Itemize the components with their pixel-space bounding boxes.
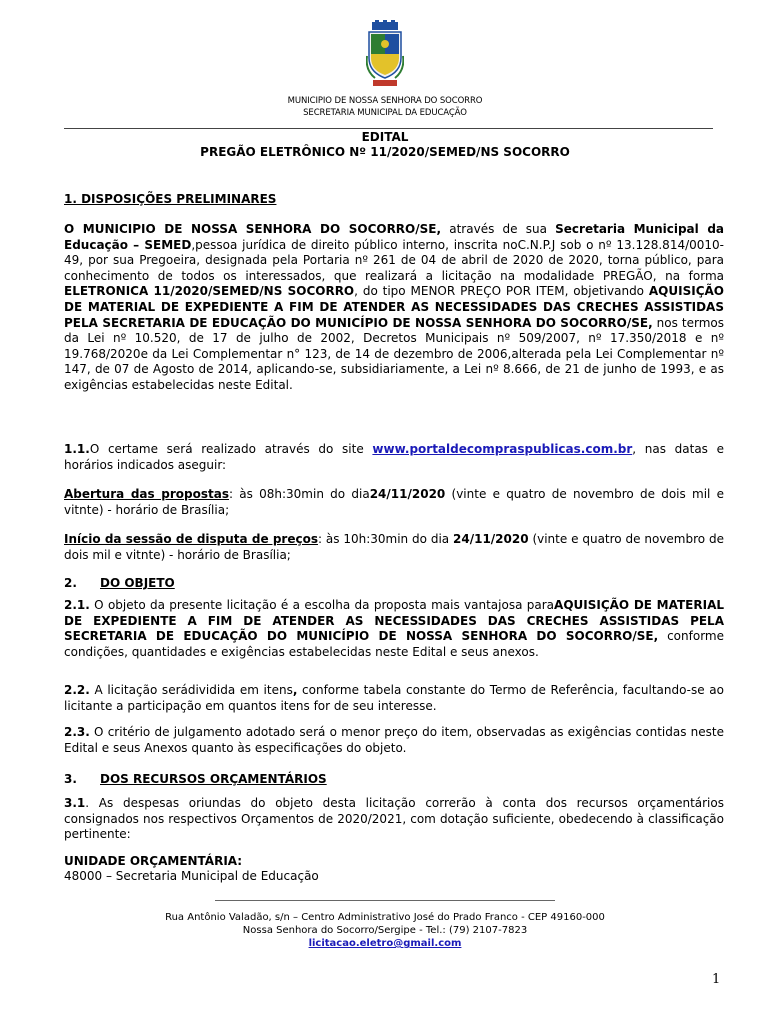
page-number: 1 — [712, 972, 721, 987]
clause-2-1: 2.1. O objeto da presente licitação é a escolha da proposta mais vantajosa paraAQUISIÇÃO DE MATERIAL DE EXPEDIENTE A FIM DE ATENDER AS NECESSIDADES DAS CRECHES ASSISTIDAS PELA SECRETARIA DE EDUCAÇÃO DO MUNICÍPIO DE NOSSA SENHORA DO SOCORRO/SE, conforme condições, quantidades e exigências estabelecidas neste Edital e seus anexos. — [64, 598, 725, 659]
header-divider — [64, 128, 713, 129]
procurement-portal-link[interactable]: www.portaldecompraspublicas.com.br — [372, 442, 633, 456]
document-title: EDITAL — [361, 130, 409, 144]
clause-2-3: 2.3. O critério de julgamento adotado será o menor preço do item, observadas as exigências contidas neste Edital e seus Anexos quanto às especificações do objeto. — [64, 725, 724, 755]
budget-unit-label: UNIDADE ORÇAMENTÁRIA: — [64, 854, 243, 868]
footer-city-phone: Nossa Senhora do Socorro/Sergipe - Tel.: (79) 2107-7823 — [242, 925, 528, 936]
footer-email — [0, 938, 770, 951]
clause-3-1: 3.1. As despesas oriundas do objeto desta licitação correrão à conta dos recursos orçamentários consignados nos respectivos Orçamentos de 2020/2021, com dotação suficiente, obedecendo à classificação pertinente: — [64, 796, 724, 842]
proposal-opening: Abertura das propostas: às 08h:30min do dia24/11/2020 (vinte e quatro de novembro de dois mil e vitnte) - horário de Brasília; — [64, 487, 724, 517]
municipal-coat-of-arms-icon — [366, 20, 404, 92]
bidding-session-start: Início da sessão de disputa de preços: às 10h:30min do dia 24/11/2020 (vinte e quatro de novembro de dois mil e vitnte) - horário de Brasília; — [64, 532, 724, 562]
section-3-heading: 3. DOS RECURSOS ORÇAMENTÁRIOS — [64, 772, 327, 786]
section-2-heading: 2. DO OBJETO — [64, 576, 175, 590]
section-1-paragraph: O MUNICIPIO DE NOSSA SENHORA DO SOCORRO/SE, através de sua Secretaria Municipal da Educação – SEMED,pessoa jurídica de direito público interno, inscrita noC.N.P.J sob o nº 13.128.814/0010-49, por sua Pregoeira, designada pela Portaria nº 261 de 04 de abril de 2020 de 2020, torna público, para conhecimento de todos os interessados, que realizará a licitação na modalidade PREGÃO, na forma ELETRONICA 11/2020/SEMED/NS SOCORRO, do tipo MENOR PREÇO POR ITEM, objetivando AQUISIÇÃO DE MATERIAL DE EXPEDIENTE A FIM DE ATENDER AS NECESSIDADES DAS CRECHES ASSISTIDAS PELA SECRETARIA DE EDUCAÇÃO DO MUNICÍPIO DE NOSSA SENHORA DO SOCORRO/SE, nos termos da Lei nº 10.520, de 17 de julho de 2002, Decretos Municipais nº 509/2007, nº 17.350/2018 e nº 19.768/2020e da Lei Complementar n° 123, de 14 de dezembro de 2006,alterada pela Lei Complementar nº 147, de 07 de Agosto de 2014, aplicando-se, subsidiariamente, a Lei nº 8.666, de 21 de junho de 1993, e as exigências estabelecidas neste Edital. — [64, 222, 725, 392]
header-department: SECRETARIA MUNICIPAL DA EDUCAÇÃO — [303, 108, 467, 118]
clause-2-2: 2.2. A licitação serádividida em itens, conforme tabela constante do Termo de Referência, facultando-se ao licitante a participação em quantos itens for de seu interesse. — [64, 683, 724, 713]
footer-divider — [215, 900, 555, 901]
clause-1-1: 1.1.O certame será realizado através do site www.portaldecompraspublicas.com.br, nas datas e horários indicados aseguir: — [64, 442, 724, 472]
budget-unit-value: 48000 – Secretaria Municipal de Educação — [64, 869, 319, 883]
document-subtitle: PREGÃO ELETRÔNICO Nº 11/2020/SEMED/NS SOCORRO — [200, 145, 570, 159]
header-org-name: MUNICIPIO DE NOSSA SENHORA DO SOCORRO — [287, 96, 483, 106]
footer-address: Rua Antônio Valadão, s/n – Centro Administrativo José do Prado Franco - CEP 49160-000 — [165, 912, 605, 923]
section-1-heading: 1. DISPOSIÇÕES PRELIMINARES — [64, 192, 277, 206]
footer-email-link[interactable]: licitacao.eletro@gmail.com — [308, 938, 462, 949]
